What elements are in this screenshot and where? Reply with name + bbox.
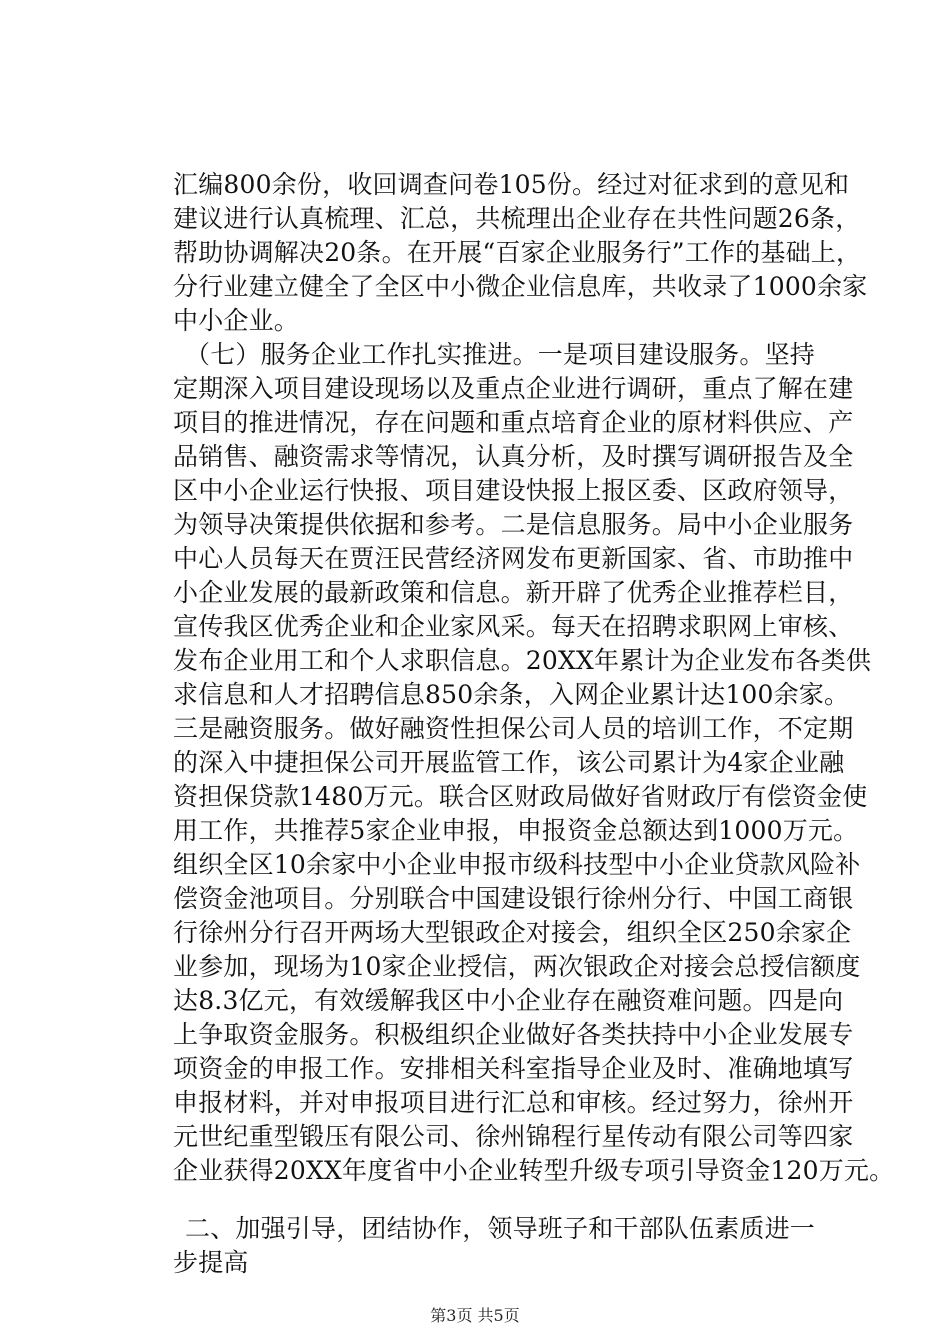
paragraph-2-line-17: 偿资金池项目。分别联合中国建设银行徐州分行、中国工商银 [173, 884, 854, 913]
paragraph-2-line-1: （七）服务企业工作扎实推进。一是项目建设服务。坚持 [185, 340, 816, 369]
paragraph-2-line-9: 宣传我区优秀企业和企业家风采。每天在招聘求职网上审核、 [173, 612, 854, 641]
paragraph-2-line-16: 组织全区10余家中小企业申报市级科技型中小企业贷款风险补 [173, 850, 861, 879]
paragraph-2-line-14: 资担保贷款1480万元。联合区财政局做好省财政厅有偿资金使 [173, 782, 868, 811]
paragraph-2-line-25: 企业获得20XX年度省中小企业转型升级专项引导资金120万元。 [173, 1156, 895, 1185]
section-heading-line-1: 二、加强引导，团结协作，领导班子和干部队伍素质进一 [185, 1214, 816, 1243]
paragraph-2-line-13: 的深入中捷担保公司开展监管工作，该公司累计为4家企业融 [173, 748, 845, 777]
section-heading-line-2: 步提高 [173, 1248, 249, 1277]
paragraph-2-line-3: 项目的推进情况，存在问题和重点培育企业的原材料供应、产 [173, 408, 854, 437]
paragraph-2-line-7: 中心人员每天在贾汪民营经济网发布更新国家、省、市助推中 [173, 544, 854, 573]
paragraph-2-line-11: 求信息和人才招聘信息850余条，入网企业累计达100余家。 [173, 680, 850, 709]
paragraph-2-line-6: 为领导决策提供依据和参考。二是信息服务。局中小企业服务 [173, 510, 854, 539]
page-number-footer: 第3页 共5页 [430, 1306, 520, 1325]
paragraph-2-line-15: 用工作，共推荐5家企业申报，申报资金总额达到1000万元。 [173, 816, 859, 845]
paragraph-1-line-1: 汇编800余份，收回调查问卷105份。经过对征求到的意见和 [173, 170, 850, 199]
paragraph-2-line-8: 小企业发展的最新政策和信息。新开辟了优秀企业推荐栏目， [173, 578, 854, 607]
paragraph-2-line-12: 三是融资服务。做好融资性担保公司人员的培训工作，不定期 [173, 714, 854, 743]
paragraph-2-line-5: 区中小企业运行快报、项目建设快报上报区委、区政府领导， [173, 476, 854, 505]
paragraph-2-line-22: 项资金的申报工作。安排相关科室指导企业及时、准确地填写 [173, 1054, 854, 1083]
paragraph-2-line-24: 元世纪重型锻压有限公司、徐州锦程行星传动有限公司等四家 [173, 1122, 854, 1151]
paragraph-1-line-3: 帮助协调解决20条。在开展“百家企业服务行”工作的基础上， [173, 238, 862, 267]
paragraph-2-line-4: 品销售、融资需求等情况，认真分析，及时撰写调研报告及全 [173, 442, 854, 471]
paragraph-2-line-18: 行徐州分行召开两场大型银政企对接会，组织全区250余家企 [173, 918, 852, 947]
paragraph-2-line-10: 发布企业用工和个人求职信息。20XX年累计为企业发布各类供 [173, 646, 872, 675]
paragraph-2-line-23: 申报材料，并对申报项目进行汇总和审核。经过努力，徐州开 [173, 1088, 854, 1117]
paragraph-2-line-19: 业参加，现场为10家企业授信，两次银政企对接会总授信额度 [173, 952, 861, 981]
paragraph-2-line-2: 定期深入项目建设现场以及重点企业进行调研，重点了解在建 [173, 374, 854, 403]
paragraph-2-line-21: 上争取资金服务。积极组织企业做好各类扶持中小企业发展专 [173, 1020, 854, 1049]
paragraph-2-line-20: 达8.3亿元，有效缓解我区中小企业存在融资难问题。四是向 [173, 986, 844, 1015]
paragraph-1-line-4: 分行业建立健全了全区中小微企业信息库，共收录了1000余家 [173, 272, 868, 301]
paragraph-1-line-2: 建议进行认真梳理、汇总，共梳理出企业存在共性问题26条， [173, 204, 861, 233]
paragraph-1-line-5: 中小企业。 [173, 306, 300, 335]
